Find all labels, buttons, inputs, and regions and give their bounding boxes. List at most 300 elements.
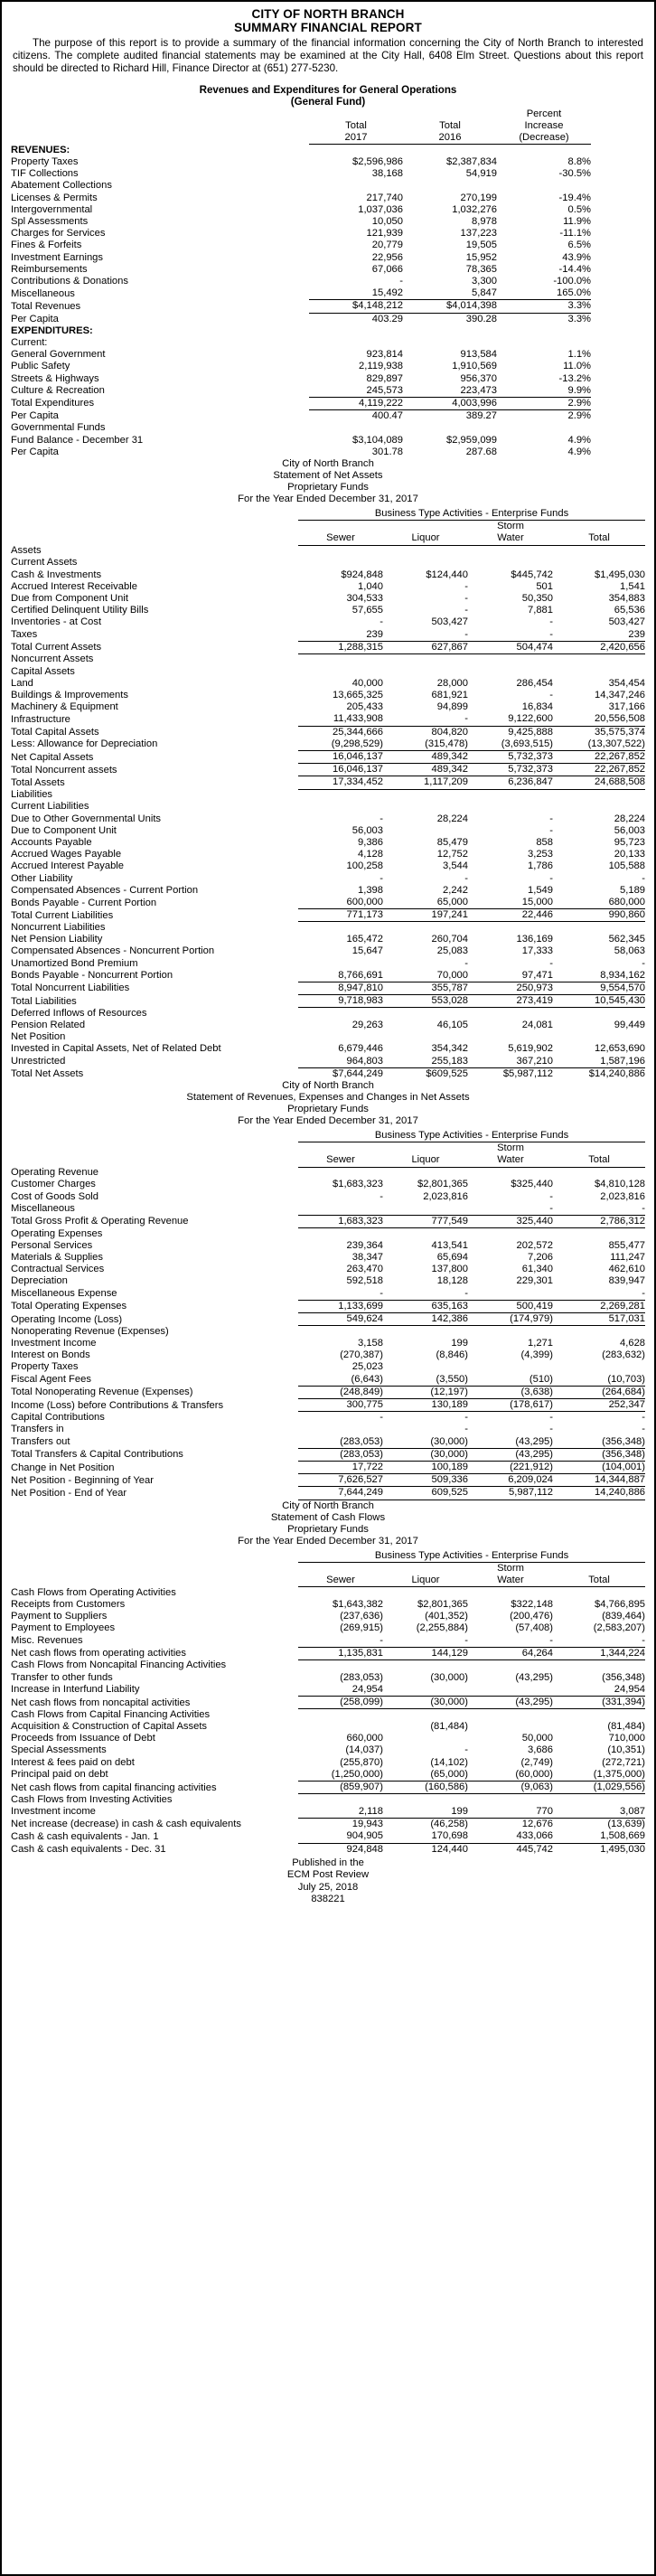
row-value-c1: 2,118 [298, 1806, 383, 1819]
table-row [11, 1424, 645, 1435]
table-row [11, 410, 645, 423]
row-value-c2: (12,197) [383, 1386, 468, 1398]
row-value-c4: 317,166 [608, 701, 646, 713]
row-value-c2: (30,000) [383, 1697, 468, 1709]
row-value-c2: 413,541 [431, 1239, 468, 1251]
row-value-c4 [553, 801, 645, 813]
table-row [11, 1659, 645, 1671]
table-row [11, 726, 645, 738]
row-value-c4: 562,345 [608, 934, 646, 945]
row-pad [591, 193, 645, 204]
row-pad [591, 337, 645, 349]
row-value-c3: 50,000 [521, 1733, 553, 1744]
row-value-c4 [553, 1659, 645, 1671]
row-value-c3: - [549, 1424, 553, 1435]
row-value-c3: 17,333 [521, 945, 553, 957]
table-row [11, 569, 645, 581]
row-value-c1: 24,954 [298, 1684, 383, 1697]
na-col3-header-0: Storm [497, 521, 524, 532]
row-value-c3: (43,295) [515, 1671, 553, 1683]
row-value-c2: 503,427 [431, 616, 468, 628]
row-value-c3: 4.9% [567, 446, 591, 457]
row-value-c1: 403.29 [371, 313, 403, 324]
row-value-c4: 20,133 [614, 849, 646, 860]
row-value-c4: (1,029,556) [553, 1782, 645, 1794]
row-value-c2: - [464, 957, 468, 969]
row-value-c1 [298, 1228, 383, 1240]
table-row [11, 995, 645, 1008]
row-value-c1: (283,053) [340, 1671, 383, 1683]
row-value-c4: (272,721) [602, 1756, 646, 1768]
row-value-c2 [383, 1031, 468, 1043]
table-row [11, 813, 645, 825]
row-label: Licenses & Permits [11, 192, 98, 203]
row-value-c3: 1,786 [528, 860, 553, 872]
table-row [11, 325, 645, 337]
row-value-c1: 217,740 [366, 192, 403, 203]
table-row [11, 1599, 645, 1611]
row-label: Abatement Collections [11, 180, 112, 192]
row-value-c3 [468, 1587, 553, 1599]
row-value-c1: (283,053) [298, 1448, 383, 1461]
row-value-c2 [403, 180, 497, 192]
row-value-c2: (65,000) [383, 1769, 468, 1782]
row-pad [591, 313, 645, 325]
row-label: Invested in Capital Assets, Net of Related Debt [11, 1043, 221, 1055]
row-value-c2: 8,978 [472, 215, 497, 227]
re-group-header: Business Type Activities - Enterprise Funds [298, 1127, 645, 1142]
row-label: Transfers in [11, 1424, 64, 1435]
row-label: Due to Component Unit [11, 824, 117, 836]
row-label: Streets & Highways [11, 372, 99, 384]
row-label: Reimbursements [11, 263, 88, 275]
row-value-c3 [497, 422, 591, 434]
row-value-c1: $1,643,382 [333, 1598, 383, 1610]
row-value-c4: 99,449 [614, 1020, 646, 1031]
row-label: Noncurrent Assets [11, 653, 94, 665]
row-value-c1: $924,848 [341, 569, 383, 580]
row-value-c4: 2,786,312 [553, 1215, 645, 1227]
net-assets-head2: Statement of Net Assets [273, 470, 383, 481]
general-fund-table [11, 108, 645, 458]
gf-col2-header-2: 2016 [403, 132, 497, 145]
table-row [11, 1008, 645, 1020]
row-value-c4: $4,810,128 [595, 1179, 646, 1190]
row-value-c1: 10,050 [371, 215, 403, 227]
table-row [11, 922, 645, 934]
general-fund-section-title-line2: (General Fund) [290, 96, 366, 108]
row-value-c3: (4,399) [520, 1349, 553, 1361]
row-value-c2: $2,801,365 [417, 1598, 468, 1610]
row-value-c1: (283,053) [298, 1436, 383, 1449]
row-value-c2: 223,473 [403, 385, 497, 398]
row-label: Less: Allowance for Depreciation [11, 738, 158, 750]
row-value-c3: 12,676 [521, 1819, 553, 1830]
row-value-c3: 202,572 [516, 1239, 553, 1251]
row-value-c2 [403, 337, 497, 349]
row-value-c3: - [549, 957, 553, 969]
row-value-c2: 804,820 [431, 726, 468, 738]
row-value-c1: 17,722 [298, 1462, 383, 1474]
row-label: Net Position - End of Year [11, 1487, 127, 1499]
row-label: Proceeds from Issuance of Debt [11, 1733, 155, 1744]
table-row [11, 1806, 645, 1819]
row-value-c3: - [549, 690, 553, 701]
row-value-c3: 250,973 [468, 982, 553, 994]
cash-flows-head3: Proprietary Funds [287, 1523, 369, 1535]
row-label: Net cash flows from capital financing activities [11, 1782, 217, 1793]
row-value-c3: - [549, 813, 553, 824]
table-row [11, 849, 645, 860]
row-value-c1 [298, 557, 383, 569]
row-value-c2: - [383, 1288, 468, 1301]
row-value-c1 [298, 1709, 383, 1721]
row-pad [591, 228, 645, 240]
row-value-c4: (2,583,207) [593, 1622, 646, 1634]
table-row [11, 337, 645, 349]
row-value-c2: 389.27 [465, 410, 497, 422]
row-label: Principal paid on debt [11, 1769, 108, 1781]
row-value-c3: 229,301 [516, 1275, 553, 1287]
table-row [11, 264, 645, 276]
row-value-c1: - [380, 616, 383, 628]
row-value-c2 [383, 653, 468, 665]
table-row [11, 860, 645, 872]
row-value-c3: 16,834 [521, 701, 553, 713]
row-value-c4: 28,224 [614, 813, 646, 824]
row-label: Transfer to other funds [11, 1671, 113, 1683]
row-value-c4: - [642, 1424, 646, 1435]
row-value-c4: 22,267,852 [553, 751, 645, 764]
row-value-c4: 58,063 [614, 945, 646, 957]
row-value-c2: - [464, 1424, 468, 1435]
table-row [11, 1386, 645, 1398]
re-body [11, 1167, 645, 1500]
table-row [11, 678, 645, 690]
row-value-c3: 3.3% [497, 300, 591, 313]
row-value-c2 [383, 1167, 468, 1179]
table-row [11, 789, 645, 801]
row-pad [591, 361, 645, 372]
row-value-c2: 3,300 [472, 275, 497, 287]
table-row [11, 1448, 645, 1461]
row-value-c3 [468, 1794, 553, 1806]
row-value-c3: - [549, 824, 553, 836]
row-label: Total Expenditures [11, 398, 95, 409]
row-label: Miscellaneous Expense [11, 1288, 117, 1300]
row-value-c4: (331,394) [553, 1697, 645, 1709]
row-label: Due from Component Unit [11, 592, 128, 604]
row-label: Operating Expenses [11, 1227, 103, 1239]
row-value-c2: (2,255,884) [416, 1622, 468, 1634]
row-value-c2 [383, 1361, 468, 1373]
report-title-line2: SUMMARY FINANCIAL REPORT [234, 21, 422, 34]
table-row [11, 1191, 645, 1203]
row-pad [591, 397, 645, 409]
row-value-c3: 858 [536, 836, 553, 848]
row-value-c3: 5,732,373 [468, 751, 553, 764]
row-value-c3 [468, 789, 553, 801]
row-value-c1: 239 [298, 629, 383, 642]
table-row [11, 1611, 645, 1622]
footer-line-4: 838221 [311, 1893, 345, 1904]
row-value-c1: 4,119,222 [309, 397, 403, 409]
row-value-c2: (30,000) [430, 1671, 468, 1683]
row-pad [591, 287, 645, 300]
row-value-c4: 14,240,886 [553, 1487, 645, 1500]
row-label: Current Assets [11, 557, 78, 569]
gf-header-row-2 [11, 132, 645, 145]
table-row [11, 1412, 645, 1424]
row-value-c1: (237,636) [340, 1611, 383, 1622]
row-value-c4: 354,454 [608, 677, 646, 689]
table-row [11, 349, 645, 361]
row-value-c1: 904,905 [298, 1830, 383, 1843]
row-label: Investment Earnings [11, 251, 103, 263]
row-label: Total Gross Profit & Operating Revenue [11, 1216, 189, 1227]
row-value-c4 [553, 653, 645, 665]
row-value-c3: 7,881 [528, 605, 553, 616]
row-value-c1: 16,046,137 [298, 751, 383, 764]
table-row [11, 1399, 645, 1412]
table-row [11, 1769, 645, 1782]
row-value-c2: 635,163 [383, 1300, 468, 1312]
row-value-c3: 22,446 [468, 909, 553, 922]
row-value-c4 [553, 1167, 645, 1179]
table-row [11, 897, 645, 909]
row-value-c2: - [464, 872, 468, 884]
net-assets-table [11, 505, 645, 1080]
re-col2-header: Liquor [383, 1154, 468, 1167]
row-value-c4: 105,588 [608, 860, 646, 872]
row-value-c1: 964,803 [298, 1056, 383, 1068]
rev-exp-head4: For the Year Ended December 31, 2017 [238, 1115, 418, 1127]
row-value-c1: 15,492 [309, 287, 403, 300]
row-value-c1: 7,644,249 [298, 1487, 383, 1500]
row-label: Per Capita [11, 446, 59, 457]
row-label: Unamortized Bond Premium [11, 957, 138, 969]
row-value-c3: -13.2% [558, 372, 591, 384]
row-label: Total Nonoperating Revenue (Expenses) [11, 1387, 193, 1398]
row-value-c1: (1,250,000) [298, 1769, 383, 1782]
row-label: Contractual Services [11, 1264, 105, 1275]
table-row [11, 1067, 645, 1080]
row-value-c2: 65,000 [383, 897, 468, 909]
row-label: Inventories - at Cost [11, 616, 102, 628]
row-value-c1: 1,133,699 [298, 1300, 383, 1312]
row-value-c3: (60,000) [468, 1769, 553, 1782]
table-row [11, 1215, 645, 1227]
row-value-c2: 5,847 [403, 287, 497, 300]
row-value-c2: 65,694 [436, 1252, 468, 1264]
row-value-c2: (160,586) [383, 1782, 468, 1794]
row-value-c2: (30,000) [383, 1436, 468, 1449]
row-value-c2: $4,014,398 [403, 300, 497, 313]
row-value-c1: 400.47 [371, 410, 403, 422]
row-value-c4: 1,541 [620, 580, 646, 592]
row-value-c1: 923,814 [366, 349, 403, 361]
row-value-c1: - [298, 1288, 383, 1301]
row-value-c3: 50,350 [521, 592, 553, 604]
row-value-c3: - [549, 1190, 553, 1202]
row-value-c4: $1,495,030 [595, 569, 646, 580]
row-value-c1: $4,148,212 [309, 300, 403, 313]
row-value-c3: 6,209,024 [468, 1474, 553, 1487]
row-value-c1: (270,387) [340, 1349, 383, 1361]
na-header-row-1 [11, 532, 645, 545]
row-label: Investment Income [11, 1338, 97, 1349]
row-label: Total Transfers & Capital Contributions [11, 1449, 183, 1461]
row-value-c2: 137,223 [460, 228, 497, 240]
gf-body [11, 156, 645, 458]
row-value-c4 [553, 1031, 645, 1043]
table-row [11, 1684, 645, 1697]
row-pad [591, 422, 645, 434]
row-value-c2: 144,129 [383, 1647, 468, 1659]
row-label: Culture & Recreation [11, 385, 105, 397]
table-row [11, 1300, 645, 1312]
row-value-c4: 839,947 [608, 1275, 646, 1287]
row-label: Capital Assets [11, 665, 75, 677]
row-value-c2: 28,224 [436, 813, 468, 824]
row-value-c4: 24,954 [553, 1684, 645, 1697]
row-value-c3: 5,732,373 [468, 764, 553, 776]
row-label: Cash & cash equivalents - Jan. 1 [11, 1830, 159, 1842]
row-label: Total Liabilities [11, 995, 77, 1007]
row-value-c3: 11.9% [563, 215, 591, 227]
row-value-c3: - [549, 1412, 553, 1424]
row-pad [591, 168, 645, 180]
table-row [11, 1288, 645, 1301]
row-value-c3: $5,987,112 [502, 1067, 553, 1079]
row-value-c4: 10,545,430 [553, 995, 645, 1008]
table-row [11, 764, 645, 776]
table-row [11, 168, 645, 180]
row-label: Compensated Absences - Noncurrent Portion [11, 945, 215, 957]
row-value-c1: 20,779 [371, 240, 403, 251]
row-value-c4: (283,632) [602, 1349, 646, 1361]
table-row [11, 825, 645, 837]
row-value-c3: 24,081 [521, 1020, 553, 1031]
na-body [11, 545, 645, 1080]
row-value-c3: -30.5% [558, 168, 591, 180]
table-row [11, 252, 645, 264]
row-label: Public Safety [11, 361, 70, 372]
row-value-c4: (356,348) [553, 1436, 645, 1449]
row-value-c3: 286,454 [516, 677, 553, 689]
row-value-c2: 489,342 [383, 751, 468, 764]
row-value-c2: - [383, 629, 468, 642]
row-value-c2: 46,105 [436, 1020, 468, 1031]
row-value-c4: - [642, 1412, 646, 1424]
gf-col2-header-1: Total [439, 119, 461, 131]
row-value-c1 [298, 1794, 383, 1806]
row-label: Net increase (decrease) in cash & cash equivalents [11, 1819, 241, 1830]
row-value-c3 [468, 1721, 553, 1733]
row-value-c2 [383, 1684, 468, 1697]
row-value-c1 [298, 1008, 383, 1020]
row-label: Spl Assessments [11, 215, 89, 227]
row-value-c4 [553, 557, 645, 569]
row-value-c3: (9,063) [468, 1782, 553, 1794]
table-row [11, 593, 645, 605]
row-value-c1: 205,433 [346, 701, 383, 713]
row-label: Bonds Payable - Noncurrent Portion [11, 970, 173, 982]
row-value-c3: 445,742 [516, 1843, 553, 1855]
table-row [11, 313, 645, 325]
row-value-c2: 15,952 [465, 251, 497, 263]
row-value-c2: 124,440 [431, 1843, 468, 1855]
row-value-c3 [468, 1228, 553, 1240]
row-pad [591, 276, 645, 287]
rev-exp-head1: City of North Branch [282, 1080, 374, 1092]
row-label: TIF Collections [11, 168, 79, 180]
cf-col3-header-0: Storm [497, 1562, 524, 1574]
row-value-c1: (14,037) [345, 1744, 383, 1756]
row-value-c4: 5,189 [620, 884, 646, 896]
row-value-c1 [298, 789, 383, 801]
row-value-c2: 681,921 [431, 690, 468, 701]
table-row [11, 1794, 645, 1806]
row-value-c4 [553, 922, 645, 934]
row-label: Cash Flows from Operating Activities [11, 1586, 176, 1598]
row-value-c4: 12,653,690 [595, 1043, 646, 1055]
cf-col1-header: Sewer [298, 1575, 383, 1587]
row-value-c3: 2.9% [497, 397, 591, 409]
row-value-c3: 8.8% [567, 155, 591, 167]
table-row [11, 873, 645, 885]
row-value-c2 [383, 801, 468, 813]
row-value-c1: - [380, 1190, 383, 1202]
row-value-c3: (43,295) [468, 1448, 553, 1461]
row-value-c4: 2,023,816 [600, 1190, 646, 1202]
table-row [11, 616, 645, 628]
row-label: Noncurrent Liabilities [11, 921, 106, 933]
table-row [11, 1830, 645, 1843]
row-value-c3: 4.9% [567, 434, 591, 446]
row-value-c2: 4,003,996 [403, 397, 497, 409]
table-row [11, 1697, 645, 1709]
table-row [11, 1733, 645, 1744]
row-label: Operating Revenue [11, 1167, 99, 1179]
rev-exp-head3: Proprietary Funds [287, 1104, 369, 1115]
row-value-c3: 9,425,888 [508, 726, 553, 738]
table-row [11, 885, 645, 897]
table-row [11, 1635, 645, 1648]
table-row [11, 1361, 645, 1373]
row-value-c2 [383, 1203, 468, 1216]
table-row [11, 1252, 645, 1264]
row-value-c2: 54,919 [465, 168, 497, 180]
table-row [11, 1462, 645, 1474]
row-value-c4: 65,536 [614, 605, 646, 616]
row-label: Cash Flows from Capital Financing Activities [11, 1708, 211, 1720]
row-value-c3: (174,979) [468, 1313, 553, 1326]
row-value-c1: 38,168 [371, 168, 403, 180]
row-pad [591, 180, 645, 192]
table-row [11, 385, 645, 398]
row-value-c1: (248,849) [298, 1386, 383, 1398]
table-row [11, 287, 645, 300]
row-value-c4: 1,587,196 [553, 1056, 645, 1068]
table-row [11, 934, 645, 945]
row-value-c2: 142,386 [383, 1313, 468, 1326]
row-value-c1 [309, 337, 403, 349]
table-row [11, 1487, 645, 1500]
row-value-c3: 2.9% [567, 410, 591, 422]
row-value-c4: (81,484) [607, 1720, 646, 1732]
table-row [11, 701, 645, 713]
